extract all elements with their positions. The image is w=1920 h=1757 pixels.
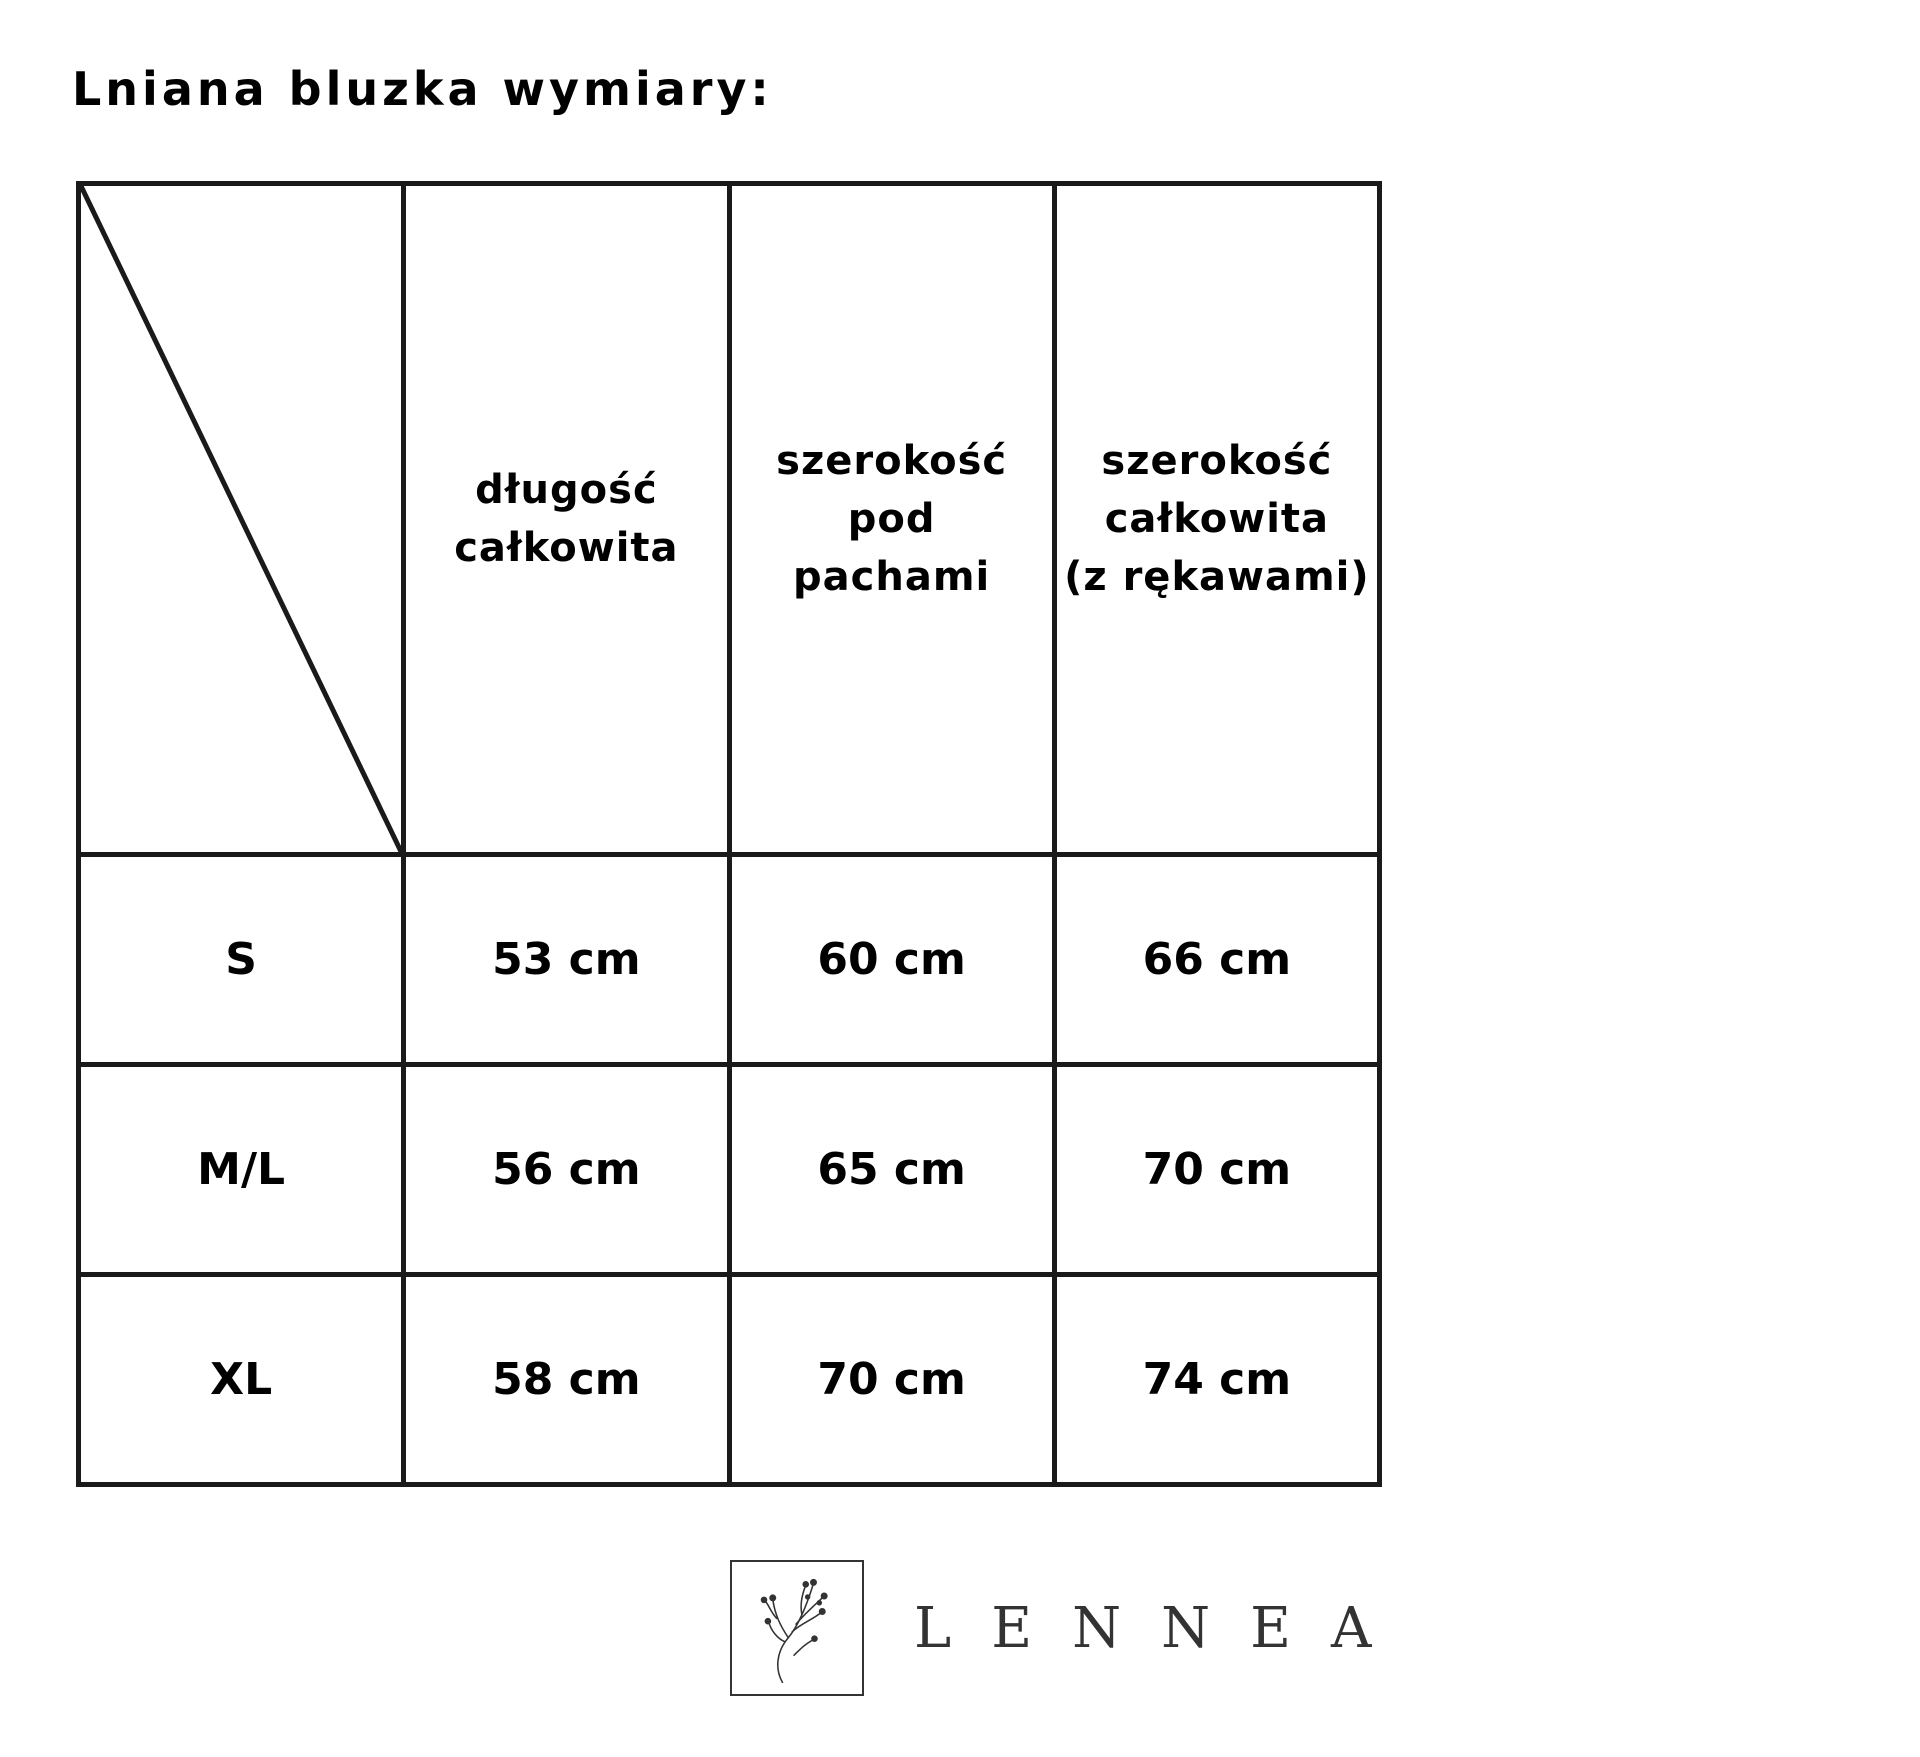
table-cell: 66 cm xyxy=(1054,855,1379,1065)
table-cell: 70 cm xyxy=(1054,1065,1379,1275)
header-text: całkowita xyxy=(454,525,679,572)
size-label: XL xyxy=(79,1275,404,1485)
header-text: całkowita xyxy=(1104,496,1330,543)
header-cell-length xyxy=(404,184,729,855)
header-cell-width-underarm xyxy=(729,184,1054,855)
table-cell: 65 cm xyxy=(729,1065,1054,1275)
brand-logo xyxy=(730,1557,1411,1699)
table-row xyxy=(79,1065,1380,1275)
header-text: (z rękawami) xyxy=(1064,554,1370,601)
logo-box xyxy=(730,1560,864,1696)
header-cell-width-total xyxy=(1054,184,1379,855)
table-cell: 56 cm xyxy=(404,1065,729,1275)
table-cell: 70 cm xyxy=(729,1275,1054,1485)
header-text: pod xyxy=(847,496,936,543)
page-title: Lniana bluzka wymiary: xyxy=(72,62,773,116)
header-text: długość xyxy=(475,467,658,514)
corner-cell xyxy=(79,184,404,855)
table-row xyxy=(79,1275,1380,1485)
header-text: szerokość xyxy=(776,438,1008,485)
table-cell: 60 cm xyxy=(729,855,1054,1065)
header-text: szerokość xyxy=(1101,438,1333,485)
table-header-row xyxy=(79,184,1380,855)
size-table xyxy=(76,181,1382,1487)
table-row xyxy=(79,855,1380,1065)
diagonal-line xyxy=(81,186,401,852)
logo-text: LENNEA xyxy=(914,1595,1412,1661)
flower-branch-icon xyxy=(732,1562,862,1694)
size-label: S xyxy=(79,855,404,1065)
table-cell: 74 cm xyxy=(1054,1275,1379,1485)
header-text: pachami xyxy=(793,554,991,601)
table-cell: 53 cm xyxy=(404,855,729,1065)
size-label: M/L xyxy=(79,1065,404,1275)
table-cell: 58 cm xyxy=(404,1275,729,1485)
